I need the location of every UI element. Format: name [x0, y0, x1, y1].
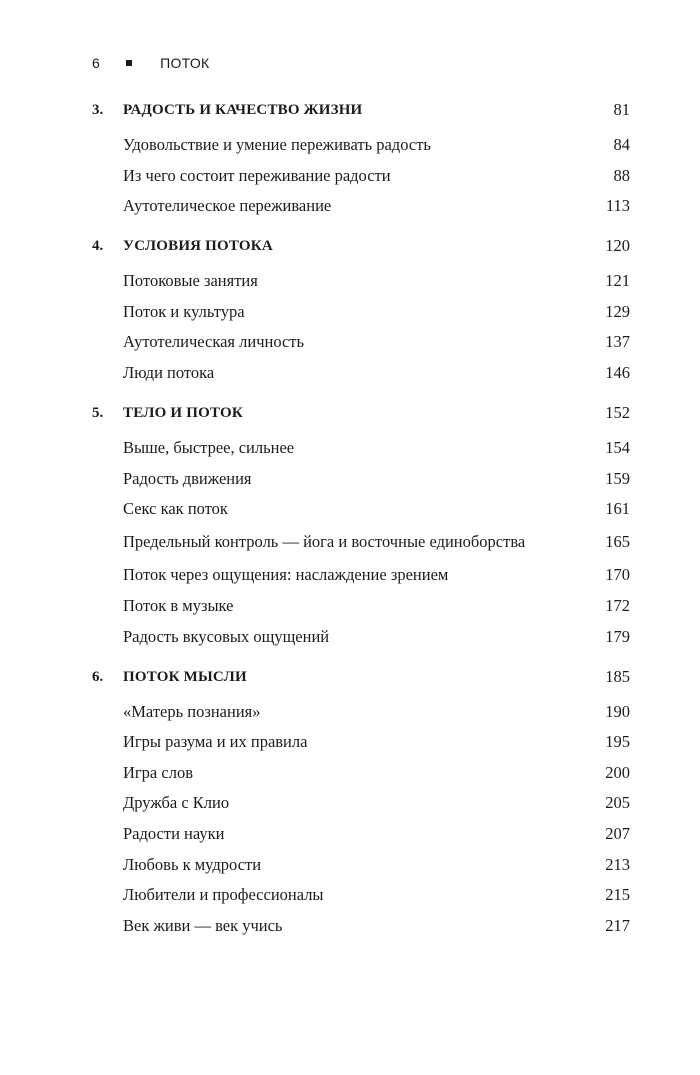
section-page-number: 195 [605, 732, 630, 752]
chapter-number: 6. [92, 668, 104, 685]
section-entry[interactable] [92, 626, 630, 647]
section-title: Потоковые занятия [123, 271, 258, 291]
section-page-number: 161 [605, 499, 630, 519]
section-entry[interactable] [92, 331, 630, 352]
section-page-number: 146 [605, 362, 630, 382]
section-page-number: 84 [613, 135, 630, 154]
section-entry[interactable] [92, 762, 630, 783]
section-title: Из чего состоит переживание радости [123, 165, 391, 185]
section-entry[interactable] [92, 498, 630, 519]
chapter-page-number: 81 [613, 100, 630, 119]
section-page-number: 137 [605, 332, 630, 352]
section-entry[interactable] [92, 564, 630, 585]
section-entry[interactable] [92, 854, 630, 875]
section-title: «Матерь познания» [123, 701, 261, 721]
section-list [92, 270, 630, 383]
chapter-block [92, 403, 630, 647]
section-title: Радость движения [123, 468, 252, 488]
table-of-contents [92, 100, 630, 956]
section-entry[interactable] [92, 195, 630, 216]
chapter-number: 3. [92, 102, 104, 118]
section-entry[interactable] [92, 165, 630, 186]
section-page-number: 129 [605, 301, 630, 321]
running-head-title: ПОТОК [160, 55, 210, 71]
chapter-page-number: 152 [605, 402, 630, 422]
section-page-number: 190 [605, 701, 630, 721]
section-page-number: 217 [605, 915, 630, 935]
section-entry[interactable] [92, 884, 630, 905]
section-entry[interactable] [92, 731, 630, 752]
chapter-number: 4. [92, 238, 104, 255]
chapter-page-number: 120 [605, 236, 630, 256]
chapter-block [92, 667, 630, 936]
chapter-heading[interactable] [92, 236, 630, 256]
section-page-number: 159 [605, 468, 630, 488]
section-entry[interactable] [92, 529, 630, 555]
chapter-block [92, 236, 630, 383]
section-title: Аутотелическое переживание [123, 196, 332, 216]
chapter-title: РАДОСТЬ И КАЧЕСТВО ЖИЗНИ [123, 102, 363, 118]
section-page-number: 165 [605, 531, 630, 551]
chapter-title: ТЕЛО И ПОТОК [123, 404, 243, 421]
section-title: Удовольствие и умение переживать радость [123, 135, 431, 154]
section-title: Аутотелическая личность [123, 332, 305, 352]
chapter-title: ПОТОК МЫСЛИ [123, 668, 247, 685]
section-title: Век живи — век учись [123, 915, 283, 935]
section-page-number: 170 [605, 565, 630, 585]
section-entry[interactable] [92, 823, 630, 844]
section-title: Поток и культура [123, 301, 245, 321]
section-title: Любители и профессионалы [123, 885, 324, 905]
section-entry[interactable] [92, 301, 630, 322]
section-entry[interactable] [92, 915, 630, 936]
section-title: Игры разума и их правила [123, 732, 308, 752]
running-head [92, 53, 210, 73]
section-page-number: 205 [605, 793, 630, 813]
chapter-heading[interactable] [92, 100, 630, 120]
chapter-heading[interactable] [92, 667, 630, 687]
section-page-number: 121 [605, 271, 630, 291]
section-list [92, 437, 630, 647]
chapter-title: УСЛОВИЯ ПОТОКА [123, 238, 273, 255]
section-title: Дружба с Клио [123, 793, 230, 813]
section-page-number: 113 [605, 196, 630, 216]
chapter-page-number: 185 [605, 666, 630, 686]
section-page-number: 179 [605, 626, 630, 646]
section-title: Игра слов [123, 762, 193, 782]
section-entry[interactable] [92, 362, 630, 383]
section-page-number: 213 [605, 854, 630, 874]
section-title: Поток через ощущения: наслаждение зрением [123, 565, 449, 585]
section-page-number: 172 [605, 595, 630, 615]
section-title: Радости науки [123, 823, 225, 843]
section-entry[interactable] [92, 437, 630, 458]
chapter-heading[interactable] [92, 403, 630, 423]
section-title: Поток в музыке [123, 595, 234, 615]
section-page-number: 154 [605, 437, 630, 457]
section-page-number: 207 [605, 823, 630, 843]
section-title: Предельный контроль — йога и восточные единоборства [123, 531, 526, 551]
section-title: Любовь к мудрости [123, 854, 262, 874]
chapter-block [92, 100, 630, 216]
section-title: Люди потока [123, 362, 215, 382]
section-title: Секс как поток [123, 499, 228, 519]
section-title: Радость вкусовых ощущений [123, 626, 330, 646]
page-number: 6 [92, 55, 101, 71]
section-entry[interactable] [92, 134, 630, 155]
section-title: Выше, быстрее, сильнее [123, 437, 295, 457]
section-entry[interactable] [92, 792, 630, 813]
section-page-number: 200 [605, 762, 630, 782]
section-entry[interactable] [92, 701, 630, 722]
bullet-separator-icon [126, 60, 132, 66]
section-page-number: 88 [613, 165, 630, 185]
section-entry[interactable] [92, 270, 630, 291]
section-page-number: 215 [605, 885, 630, 905]
section-list [92, 134, 630, 216]
section-entry[interactable] [92, 595, 630, 616]
section-list [92, 701, 630, 936]
section-entry[interactable] [92, 468, 630, 489]
chapter-number: 5. [92, 404, 104, 421]
